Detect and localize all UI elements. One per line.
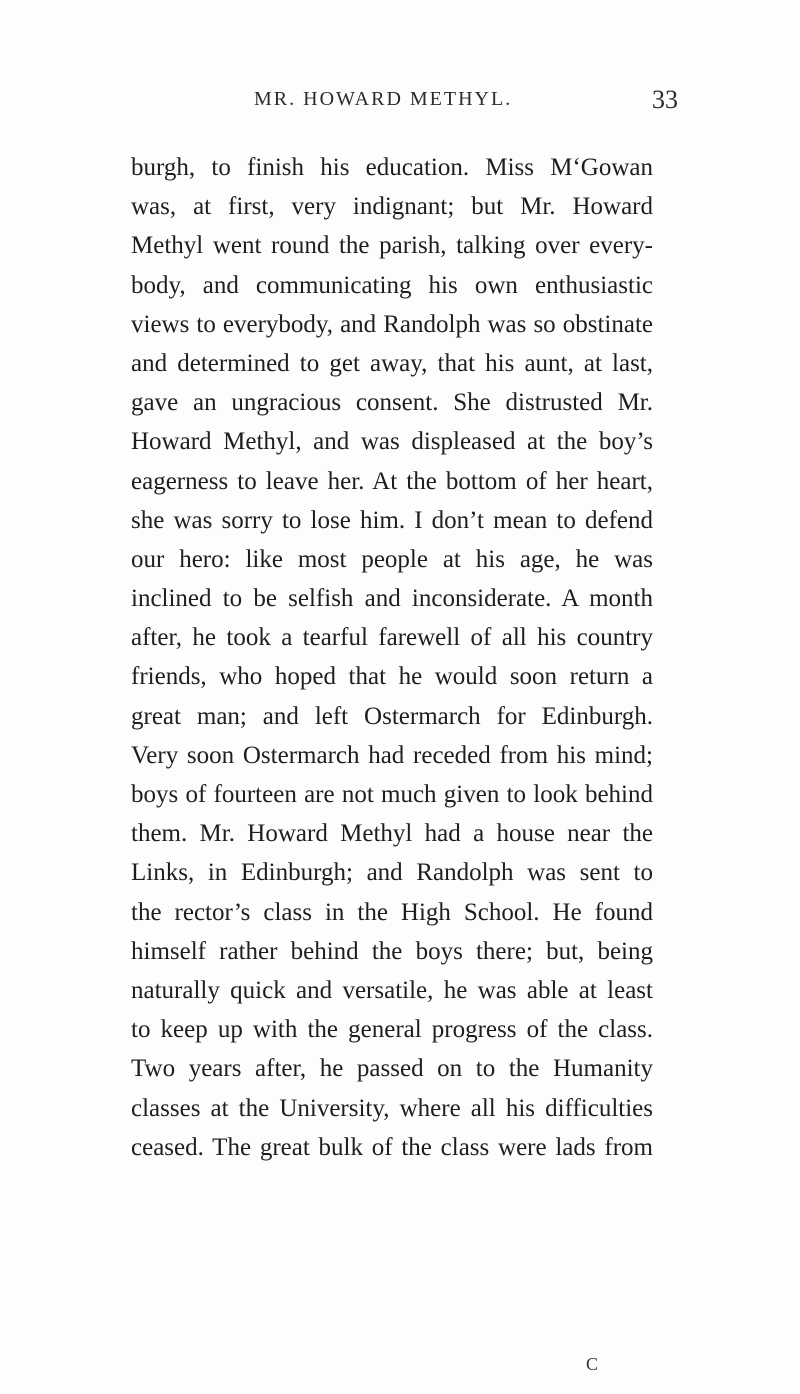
text-line: ceased. The great bulk of the class were lads from [131,1133,653,1161]
body-text [131,148,653,1167]
text-line: burgh, to finish his education. Miss M‘Gowan [131,154,653,181]
text-line: after, he took a tearful farewell of all his country [131,624,653,652]
text-line: Methyl went round the parish, talking over every- [131,232,653,260]
text-line: our hero: like most people at his age, he was [131,545,653,573]
text-line: Howard Methyl, and was displeased at the boy’s [131,428,653,456]
running-head [0,85,800,118]
text-line: views to everybody, and Randolph was so obstinate [131,310,653,338]
running-title: MR. HOWARD METHYL. [254,88,513,110]
text-line: the rector’s class in the High School. He found [131,898,653,926]
text-line: Very soon Ostermarch had receded from his mind; [131,741,653,769]
page-number: 33 [652,85,678,114]
text-line: naturally quick and versatile, he was able at least [131,976,653,1004]
text-line: great man; and left Ostermarch for Edinburgh. [131,702,653,730]
text-line: classes at the University, where all his difficulties [131,1094,653,1122]
text-line: friends, who hoped that he would soon return a [131,663,653,691]
text-line: inclined to be selfish and inconsiderate. A month [131,585,653,613]
text-line: to keep up with the general progress of the class. [131,1016,653,1044]
text-line: body, and communicating his own enthusiastic [131,271,653,299]
text-line: them. Mr. Howard Methyl had a house near the [131,820,653,848]
text-line: was, at first, very indignant; but Mr. Howard [131,193,653,221]
text-line: Two years after, he passed on to the Humanity [131,1055,653,1083]
text-line: boys of fourteen are not much given to look behind [131,781,653,808]
signature-mark: C [586,1354,599,1374]
text-line: she was sorry to lose him. I don’t mean to defend [131,506,653,534]
text-line: and determined to get away, that his aunt, at last, [131,349,653,377]
text-line: eagerness to leave her. At the bottom of her heart, [131,467,653,495]
text-line: himself rather behind the boys there; but, being [131,937,653,965]
text-line: Links, in Edinburgh; and Randolph was sent to [131,859,653,887]
text-line: gave an ungracious consent. She distrusted Mr. [131,389,653,417]
